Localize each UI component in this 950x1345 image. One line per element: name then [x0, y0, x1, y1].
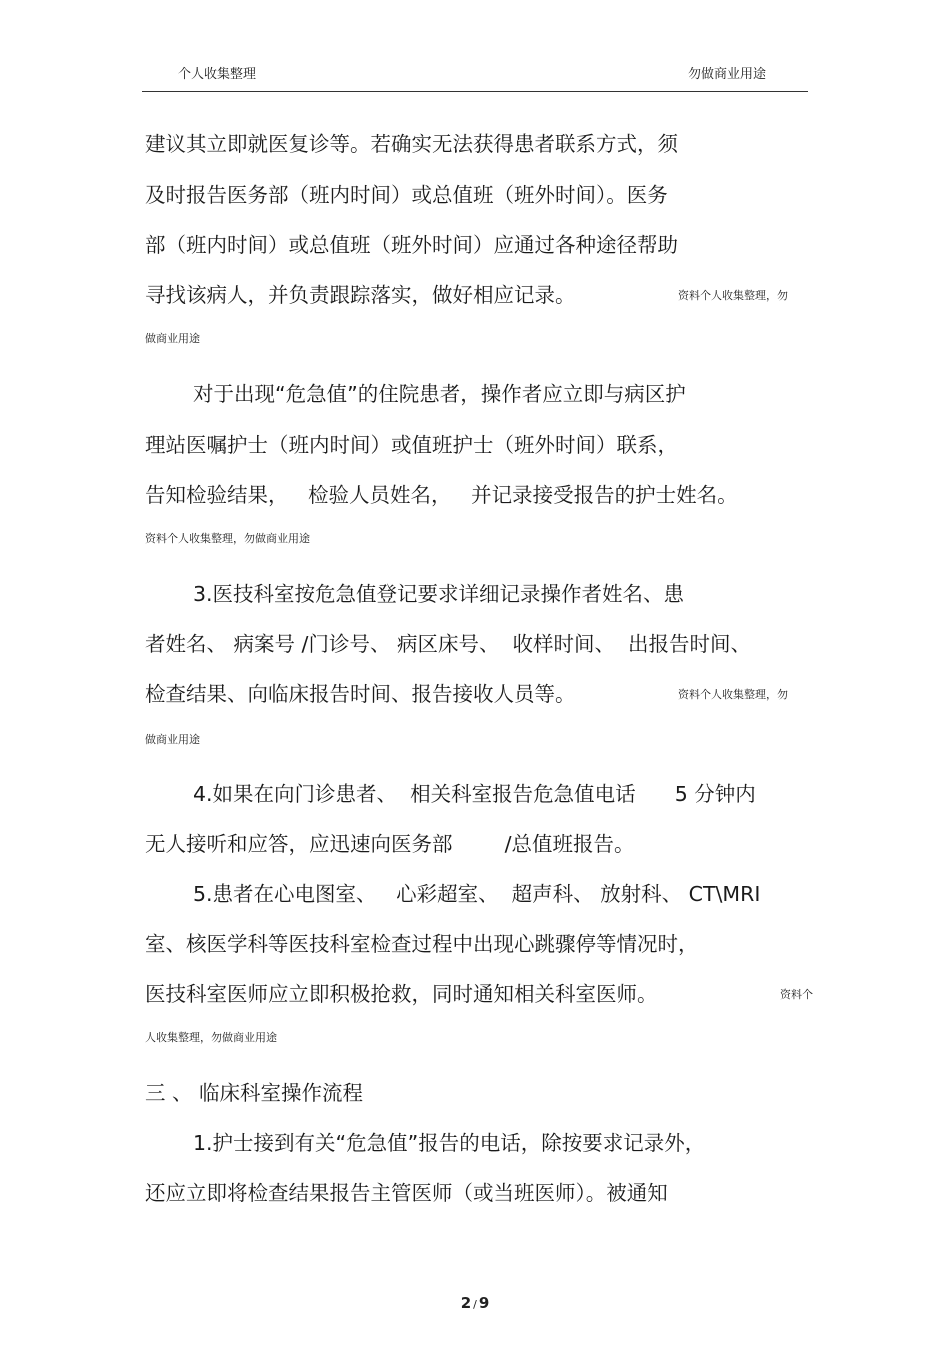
- body-line: 理站医嘱护士（班内时间）或值班护士（班外时间）联系，: [145, 433, 678, 457]
- inline-note: 资料个: [780, 988, 813, 1001]
- header-left-text: 个人收集整理: [178, 67, 257, 82]
- body-line: 者姓名、 病案号 /门诊号、 病区床号、 收样时间、 出报告时间、: [145, 632, 752, 656]
- body-line: 医技科室医师应立即积极抢救，同时通知相关科室医师。: [145, 982, 658, 1006]
- body-line: 检查结果、向临床报告时间、报告接收人员等。: [145, 682, 576, 706]
- body-line: 3.医技科室按危急值登记要求详细记录操作者姓名、患: [193, 582, 685, 606]
- body-line: 室、核医学科等医技科室检查过程中出现心跳骤停等情况时，: [145, 932, 699, 956]
- body-line: 告知检验结果， 检验人员姓名， 并记录接受报告的护士姓名。: [145, 483, 738, 507]
- page-total: 9: [478, 1294, 490, 1312]
- inline-note: 资料个人收集整理，勿做商业用途: [145, 532, 310, 545]
- header-right-text: 勿做商业用途: [688, 67, 767, 82]
- body-line: 还应立即将检查结果报告主管医师（或当班医师）。被通知: [145, 1181, 668, 1205]
- body-line: 1.护士接到有关“危急值”报告的电话，除按要求记录外，: [193, 1131, 706, 1155]
- inline-note: 资料个人收集整理，勿: [678, 289, 788, 302]
- inline-note: 做商业用途: [145, 733, 200, 746]
- body-line: 对于出现“危急值”的住院患者，操作者应立即与病区护: [193, 382, 686, 406]
- body-line: 5.患者在心电图室、 心彩超室、 超声科、 放射科、 CT\MRI: [193, 882, 761, 906]
- section-heading: 三 、 临床科室操作流程: [145, 1081, 364, 1105]
- page-number: [0, 1293, 950, 1315]
- body-line: 寻找该病人，并负责跟踪落实，做好相应记录。: [145, 283, 576, 307]
- body-line: 无人接听和应答，应迅速向医务部 /总值班报告。: [145, 832, 635, 856]
- body-line: 及时报告医务部（班内时间）或总值班（班外时间）。医务: [145, 183, 668, 207]
- page-current: 2: [460, 1294, 472, 1312]
- header-rule: [142, 91, 808, 92]
- inline-note: 做商业用途: [145, 332, 200, 345]
- inline-note: 资料个人收集整理，勿: [678, 688, 788, 701]
- body-line: 建议其立即就医复诊等。若确实无法获得患者联系方式，须: [145, 132, 678, 156]
- inline-note: 人收集整理，勿做商业用途: [145, 1031, 277, 1044]
- body-line: 部（班内时间）或总值班（班外时间）应通过各种途径帮助: [145, 233, 678, 257]
- page-separator: /: [473, 1298, 477, 1311]
- body-line: 4.如果在向门诊患者、 相关科室报告危急值电话 5 分钟内: [193, 782, 756, 806]
